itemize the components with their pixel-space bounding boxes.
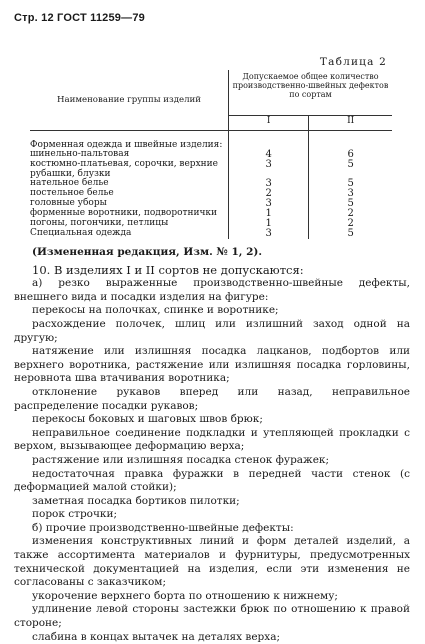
row-group-name: шинельно-пальтовая (30, 150, 229, 160)
paragraph: удлинение левой стороны застежки брюк по отношению к правой стороне; (14, 603, 410, 630)
column-header-sort-1: I (229, 116, 309, 131)
paragraph: заметная посадка бортиков пилотки; (32, 494, 240, 507)
edition-note: (Измененная редакция, Изм. № 1, 2). (32, 246, 263, 258)
table-row (30, 229, 392, 239)
defects-table (30, 70, 392, 239)
row-group-name: постельное белье (30, 189, 229, 199)
paragraph: слабина в концах вытачек на деталях верха; (32, 630, 280, 643)
row-sort-2-count: 2 (347, 208, 354, 220)
row-sort-1-count: 3 (229, 160, 309, 179)
paragraph: неправильное соединение подкладки и утепляющей прокладки с верхом, вызывающее деформацию верха; (14, 426, 410, 453)
row-group-name: погоны, погончики, петлицы (30, 219, 229, 229)
row-sort-2-count: 3 (347, 188, 354, 200)
row-sort-2-count: 5 (347, 228, 354, 240)
paragraph: растяжение или излишняя посадка стенок фуражек; (32, 453, 330, 466)
row-sort-2-count: 5 (347, 178, 354, 190)
paragraph: расхождение полочек, шлиц или излишний заход одной на другую; (14, 317, 410, 344)
row-sort-2-count: 2 (347, 218, 354, 230)
table-row (30, 160, 392, 179)
row-sort-1-count: 1 (229, 209, 309, 219)
row-sort-1-count: 3 (229, 199, 309, 209)
paragraph: порок строчки; (32, 508, 118, 521)
row-group-name: нательное белье (30, 179, 229, 189)
paragraph: изменения конструктивных линий и форм деталей изделий, а также ассортимента материалов и фурнитуры, предусмотренных технической документацией на изделия, если эти изменения не согласованы с заказчиком; (14, 535, 410, 589)
row-sort-2-count: 5 (347, 159, 354, 171)
body-text (14, 246, 410, 644)
column-header-sort-2: II (309, 116, 392, 131)
clause-10: 10. В изделиях I и II сортов не допускаются: (32, 262, 304, 277)
row-sort-1-count: 3 (229, 179, 309, 189)
row-sort-1-count: 2 (229, 189, 309, 199)
row-group-name: костюмно-платьевая, сорочки, верхние рубашки, блузки (30, 160, 229, 179)
paragraph: укорочение верхнего борта по отношению к нижнему; (32, 589, 338, 602)
paragraph: недостаточная правка фуражки в передней части стенок (с деформацией малой стойки); (14, 467, 410, 494)
row-group-name: форменные воротники, подворотнички (30, 209, 229, 219)
paragraph: перекосы на полочках, спинке и воротнике; (32, 304, 279, 317)
paragraph: отклонение рукавов вперед или назад, неправильное распределение посадки рукавов; (14, 385, 410, 412)
row-group-name: головные уборы (30, 199, 229, 209)
row-group-name: Форменная одежда и швейные изделия: (30, 141, 229, 150)
row-sort-2-count: 6 (347, 149, 354, 161)
row-sort-1-count: 3 (229, 229, 309, 239)
page-header: Стр. 12 ГОСТ 11259—79 (14, 12, 145, 24)
row-sort-1-count: 1 (229, 219, 309, 229)
row-sort-2-count: 5 (347, 198, 354, 210)
paragraph: б) прочие производственно-швейные дефекты: (32, 521, 294, 534)
column-header-group-name: Наименование группы изделий (30, 70, 229, 131)
column-header-allowed-defects: Допускаемое общее количество производственно-швейных дефектов по сортам (229, 70, 393, 116)
row-sort-1-count: 4 (229, 150, 309, 160)
paragraph: перекосы боковых и шаговых швов брюк; (32, 413, 263, 426)
paragraph: а) резко выраженные производственно-швейные дефекты, внешнего вида и посадки изделия на фигуре: (14, 277, 410, 303)
paragraph: натяжение или излишняя посадка лацканов, подбортов или верхнего воротника, растяжение или излишняя посадка горловины, неровнота шва втачивания воротника; (14, 345, 410, 385)
row-group-name: Специальная одежда (30, 229, 229, 239)
table-caption: Таблица 2 (319, 56, 387, 68)
